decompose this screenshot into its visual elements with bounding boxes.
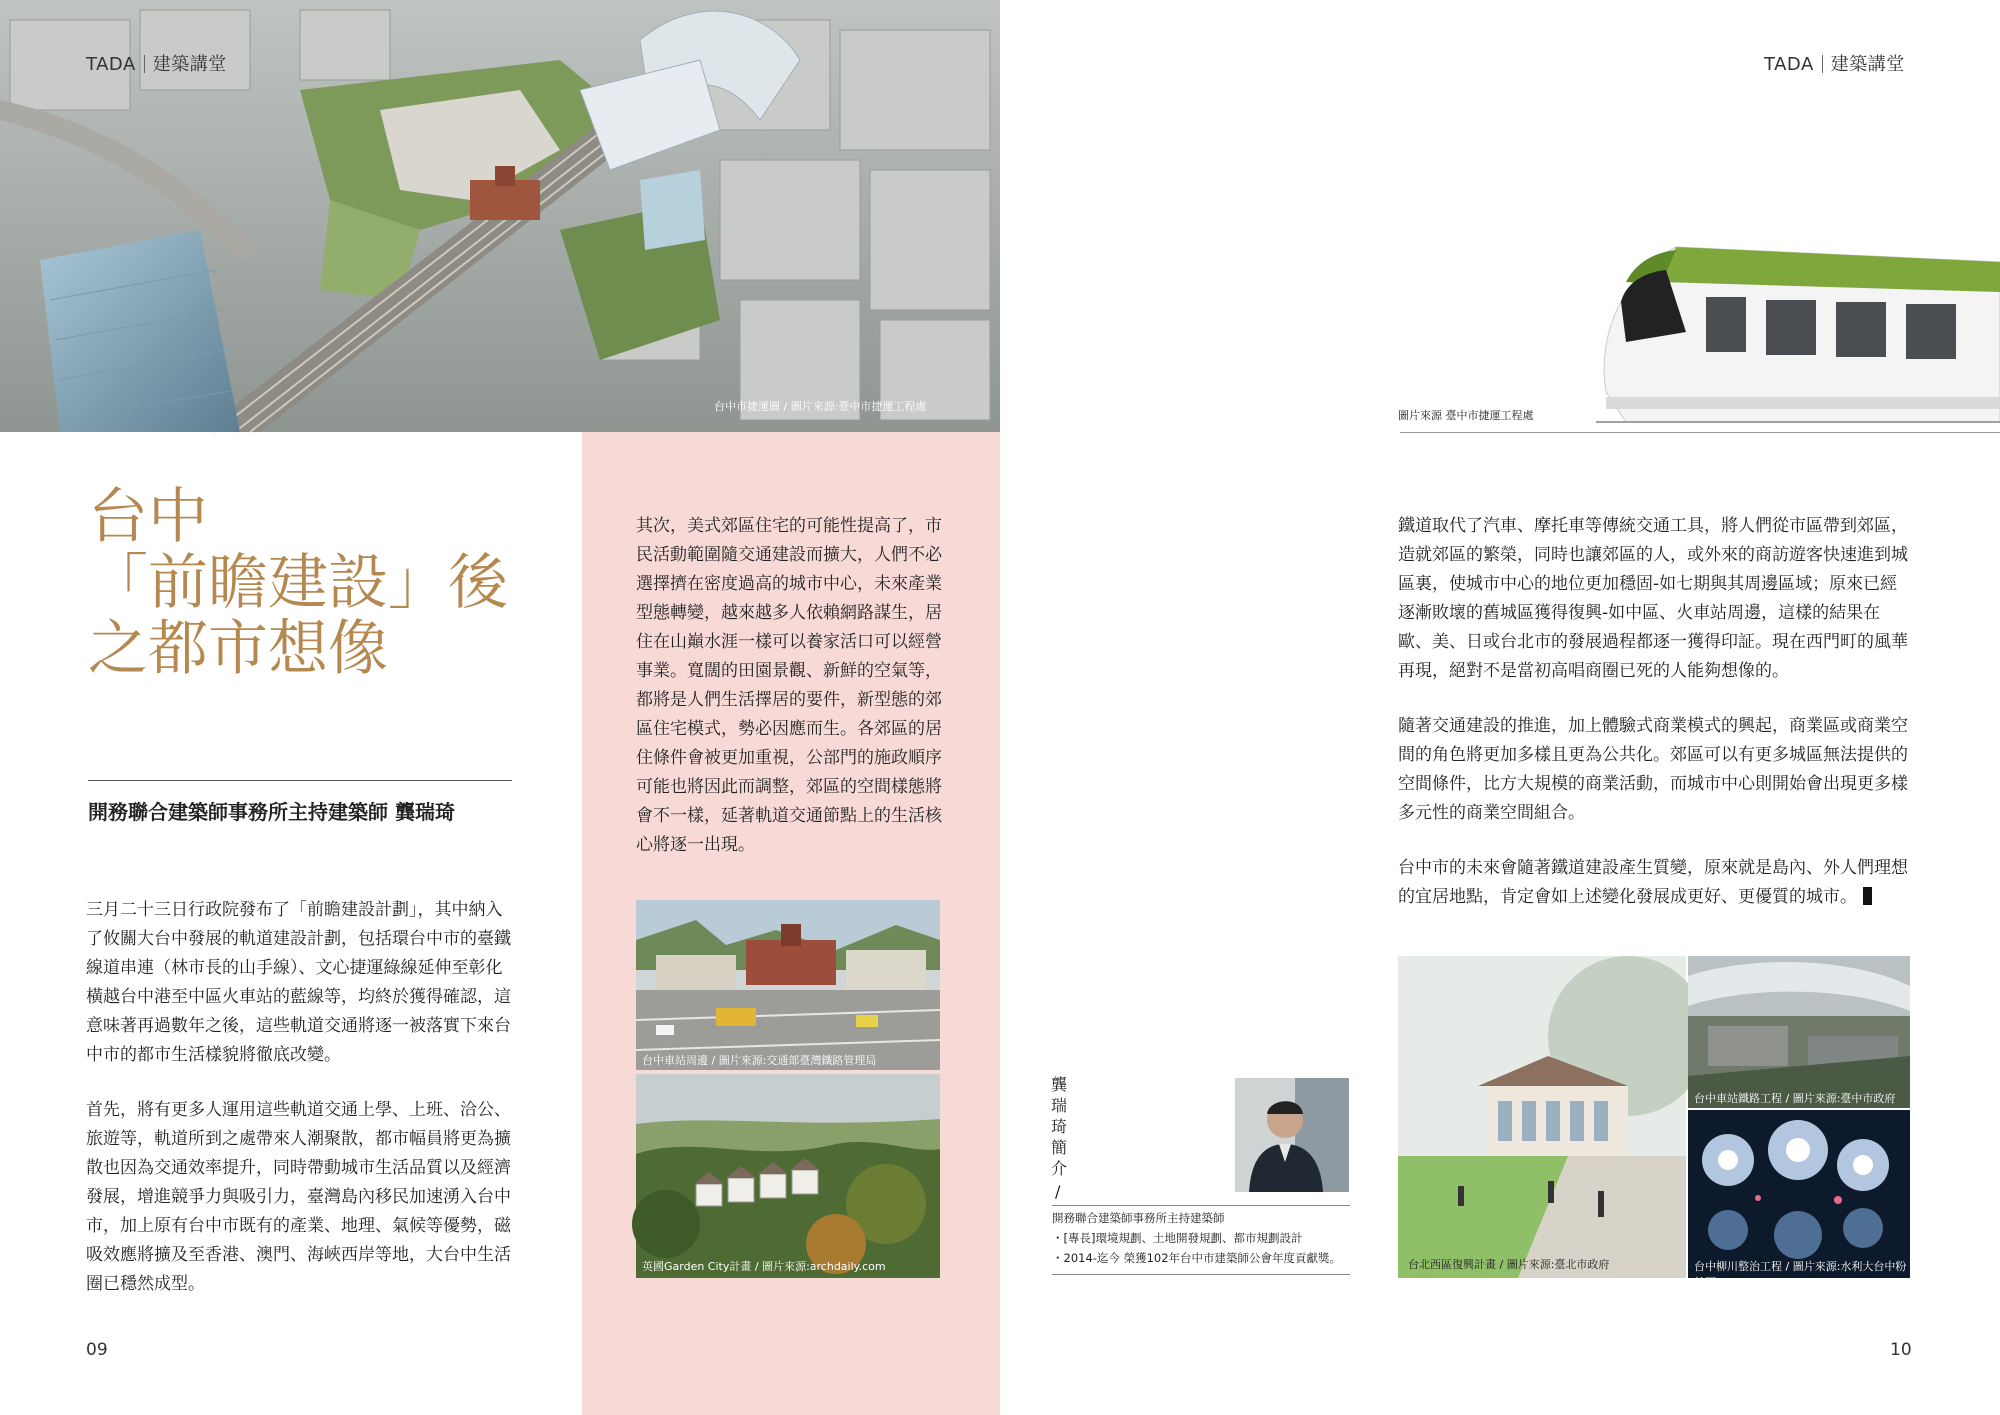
title-line-3: 之都市想像 [88, 614, 388, 684]
liuchuan-illustration [1688, 1110, 1910, 1278]
page-number-right: 10 [1890, 1340, 1912, 1360]
article-title [88, 484, 558, 682]
west-district-photo [1398, 956, 1686, 1278]
train-photo-caption: 圖片來源 臺中市捷運工程處 [1398, 409, 1534, 422]
liuchuan-caption: 台中柳川整治工程 / 圖片來源:水利大台中粉絲團 [1694, 1260, 1907, 1289]
author-portrait [1235, 1078, 1349, 1192]
bio-line-2: ・[專長]環境規劃、土地開發規劃、都市規劃設計 [1052, 1231, 1303, 1245]
portrait-illustration [1235, 1078, 1349, 1192]
section-name: 建築講堂 [152, 54, 227, 75]
west-district-illustration [1398, 956, 1686, 1278]
paragraph-1: 三月二十三日行政院發布了「前瞻建設計劃」，其中納入了攸關大台中發展的軌道建設計劃，包括環台中市的臺鐵線道串連（林市長的山手線）、文心捷運綠線延伸至彰化橫越台中港至中區火車站的藍線等，均終於獲得確認，這意味著再過數年之後，這些軌道交通將逐一被落實下來台中市的都市生活樣貌將徹底改變。 [86, 900, 511, 1065]
station-project-caption: 台中車站鐵路工程 / 圖片來源:臺中市政府 [1694, 1092, 1896, 1105]
paragraph-6: 台中市的未來會隨著鐵道建設產生質變，原來就是島內、外人們理想的宜居地點，肯定會如上述變化發展成更好、更優質的城市。 [1398, 858, 1908, 907]
header-right [1764, 50, 1905, 76]
liuchuan-photo [1688, 1110, 1910, 1289]
right-column [1398, 512, 1914, 938]
paragraph-5: 隨著交通建設的推進，加上體驗式商業模式的興起，商業區或商業空間的角色將更加多樣且更為公共化。郊區可以有更多城區無法提供的空間條件，比方大規模的商業活動，而城市中心則開始會出現更多樣多元性的商業空間組合。 [1398, 716, 1908, 823]
title-line-1: 台中 [88, 482, 208, 552]
right-top-rule [1400, 432, 2000, 433]
title-line-2: 「前瞻建設」後 [88, 548, 508, 618]
taichung-station-photo [636, 900, 940, 1070]
brand-name: TADA [86, 54, 136, 75]
bio-vertical-title: 龔瑞琦簡介 [1050, 1075, 1067, 1178]
station-project-photo [1688, 956, 1910, 1108]
bio-top-rule [1052, 1205, 1350, 1206]
station-photo-caption: 台中車站周邊 / 圖片來源:交通部臺灣鐵路管理局 [642, 1054, 877, 1067]
mrt-train-photo [1398, 222, 2000, 432]
bio-line-3: ・2014-迄今 榮獲102年台中市建築師公會年度貢獻獎。 [1052, 1251, 1342, 1265]
brand-name-right: TADA [1764, 54, 1814, 75]
garden-city-photo [636, 1074, 940, 1278]
west-district-caption: 台北西區復興計畫 / 圖片來源:臺北市政府 [1408, 1258, 1610, 1271]
aerial-photo-caption: 台中市捷運圖 / 圖片來源:臺中市捷運工程處 [714, 400, 927, 413]
paragraph-3: 其次，美式郊區住宅的可能性提高了，市民活動範圍隨交通建設而擴大，人們不必選擇擠在密度過高的城市中心，未來產業型態轉變，越來越多人依賴網路謀生，居住在山巔水涯一樣可以養家活口可以經營事業。寬闊的田園景觀、新鮮的空氣等，都將是人們生活擇居的要件，新型態的郊區住宅模式，勢必因應而生。各郊區的居住條件會被更加重視，公部門的施政順序可能也將因此而調整，郊區的空間樣態將會不一樣，延著軌道交通節點上的生活核心將逐一出現。 [636, 516, 942, 855]
station-street-illustration [636, 900, 940, 1070]
header-left [86, 50, 227, 76]
bio-bottom-rule [1052, 1274, 1350, 1275]
station-project-illustration [1688, 956, 1910, 1108]
garden-city-caption: 英國Garden City計畫 / 圖片來源:archdaily.com [642, 1260, 886, 1273]
bio-text [1052, 1208, 1352, 1268]
bio-line-1: 開務聯合建築師事務所主持建築師 [1052, 1211, 1225, 1225]
left-column-2 [636, 512, 942, 886]
garden-city-illustration [636, 1074, 940, 1278]
end-mark [1863, 887, 1872, 905]
paragraph-2: 首先，將有更多人運用這些軌道交通上學、上班、洽公、旅遊等，軌道所到之處帶來人潮聚散，都市幅員將更為擴散也因為交通效率提升，同時帶動城市生活品質以及經濟發展，增進競爭力與吸引力，臺灣島內移民加速湧入台中市，加上原有台中市既有的產業、地理、氣候等優勢，磁吸效應將擴及至香港、澳門、海峽西岸等地，大台中生活圈已穩然成型。 [86, 1100, 511, 1294]
left-column-1 [86, 896, 514, 1325]
bio-slash: / [1055, 1182, 1061, 1201]
page-number-left: 09 [86, 1340, 108, 1360]
author-line: 開務聯合建築師事務所主持建築師 龔瑞琦 [88, 800, 455, 824]
train-illustration [1566, 222, 2000, 432]
section-name-right: 建築講堂 [1830, 54, 1905, 75]
paragraph-4: 鐵道取代了汽車、摩托車等傳統交通工具，將人們從市區帶到郊區，造就郊區的繁榮，同時也讓郊區的人，或外來的商訪遊客快速進到城區裏，使城市中心的地位更加穩固-如七期與其周邊區域；原來已經逐漸敗壞的舊城區獲得復興-如中區、火車站周邊，這樣的結果在歐、美、日或台北市的發展過程都逐一獲得印証。現在西門町的風華再現，絕對不是當初高唱商圈已死的人能夠想像的。 [1398, 516, 1908, 681]
title-divider [88, 780, 512, 781]
